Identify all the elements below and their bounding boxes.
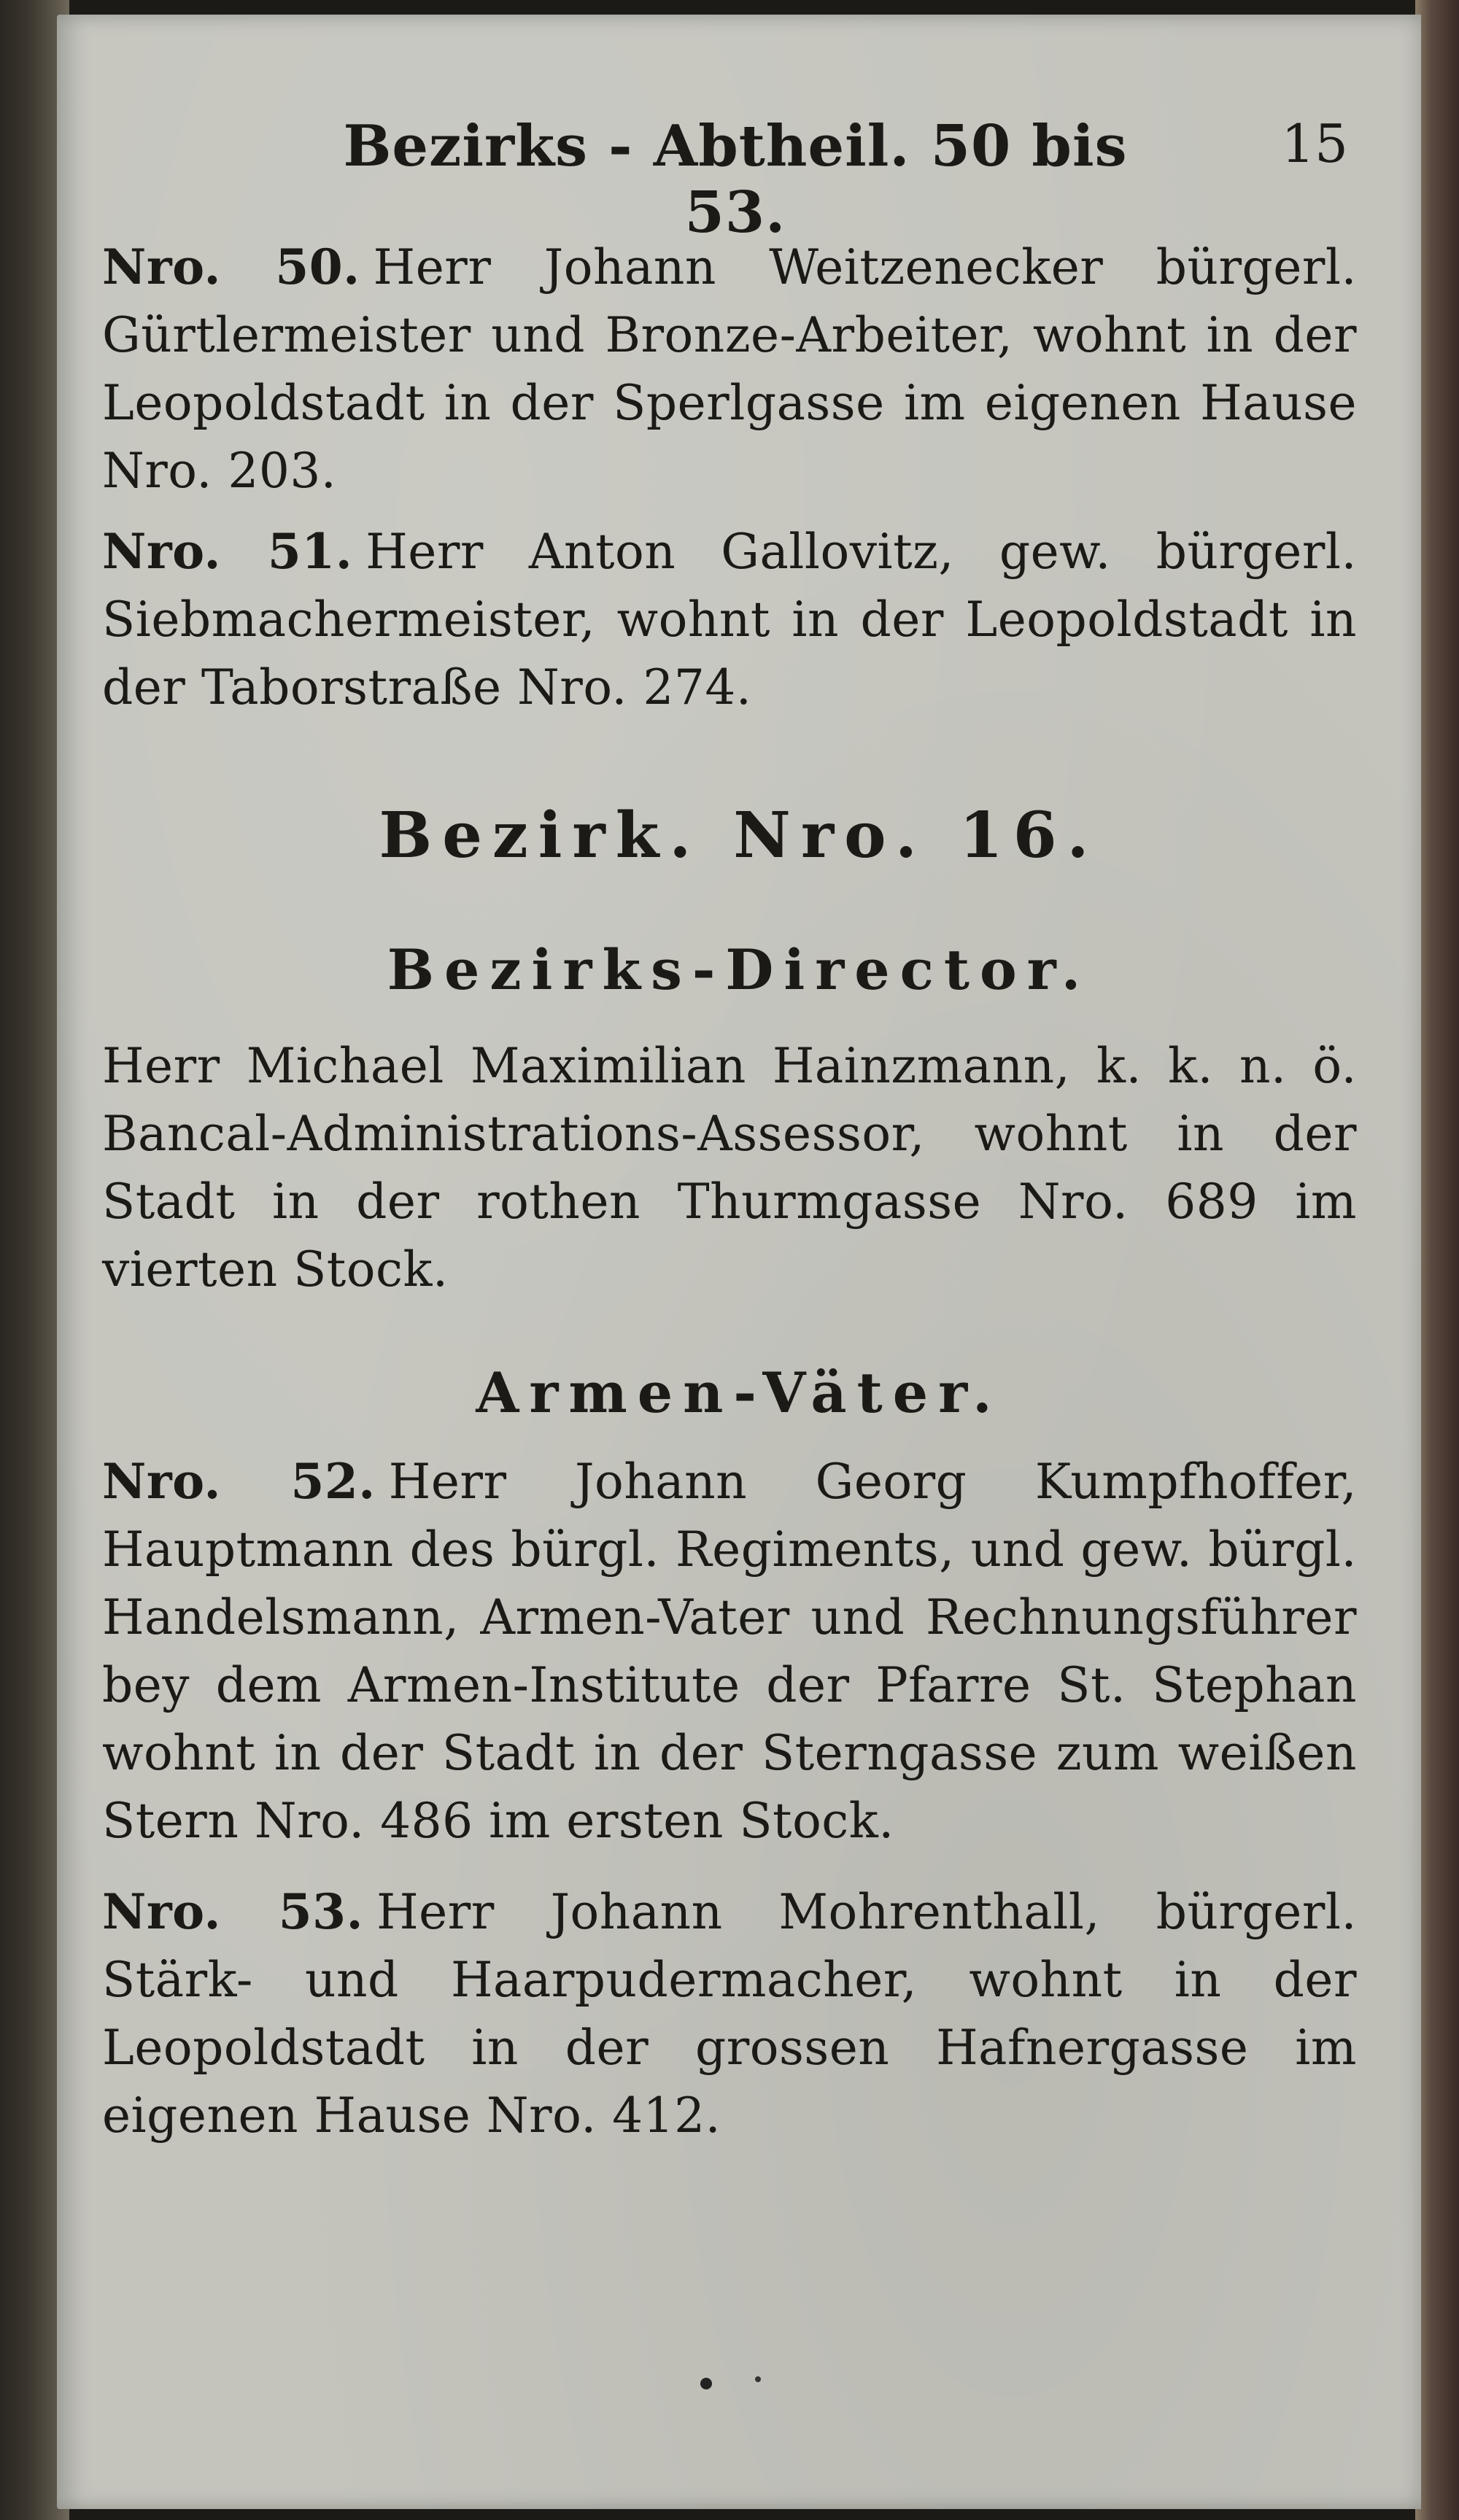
district-title: Bezirk. Nro. 16. — [379, 799, 1099, 872]
page-header — [57, 113, 1421, 246]
entry-nro-52 — [102, 1448, 1357, 1855]
page-edge — [1415, 0, 1459, 2520]
entry-text: Herr Johann Georg Kumpfhoffer, Hauptmann des bürgl. Regiments, und gew. bürgl. Handelsmann, Armen-Vater und Rechnungsführer bey dem Armen-Institute der Pfarre St. Stephan wohnt in der Stadt in der Sterngasse zum weißen Stern Nro. 486 im ersten Stock. — [102, 1454, 1357, 1849]
entry-number: Nro. 53. — [102, 1883, 364, 1940]
ink-spot — [755, 2376, 761, 2382]
entry-text: Herr Anton Gallovitz, gew. bürgerl. Siebmachermeister, wohnt in der Leopoldstadt in der Taborstraße Nro. 274. — [102, 524, 1357, 716]
entry-text: Herr Johann Weitzenecker bürgerl. Gürtlermeister und Bronze-Arbeiter, wohnt in der Leopoldstadt in der Sperlgasse im eigenen Hause Nro. 203. — [102, 239, 1357, 499]
entry-number: Nro. 50. — [102, 239, 360, 295]
ink-spot — [700, 2378, 712, 2389]
armen-vaeter-heading: Armen-Väter. — [476, 1360, 1002, 1425]
director-text: Herr Michael Maximilian Hainzmann, k. k. n. ö. Bancal-Administrations-Assessor, wohnt in der Stadt in der rothen Thurmgasse Nro. 689 im vierten Stock. — [102, 1038, 1357, 1298]
page-number: 15 — [1281, 113, 1348, 174]
entry-text: Herr Johann Mohrenthall, bürgerl. Stärk- und Haarpudermacher, wohnt in der Leopoldstadt in der grossen Hafnergasse im eigenen Hause Nro. 412. — [102, 1884, 1357, 2144]
book-page — [57, 15, 1421, 2509]
entry-nro-51 — [102, 518, 1357, 721]
director-entry — [102, 1032, 1357, 1303]
running-head: Bezirks - Abtheil. 50 bis 53. — [343, 113, 1128, 246]
entry-number: Nro. 52. — [102, 1453, 376, 1510]
director-heading: Bezirks-Director. — [387, 937, 1091, 1002]
entry-nro-53 — [102, 1878, 1357, 2149]
entry-nro-50 — [102, 233, 1357, 505]
entry-number: Nro. 51. — [102, 523, 353, 580]
